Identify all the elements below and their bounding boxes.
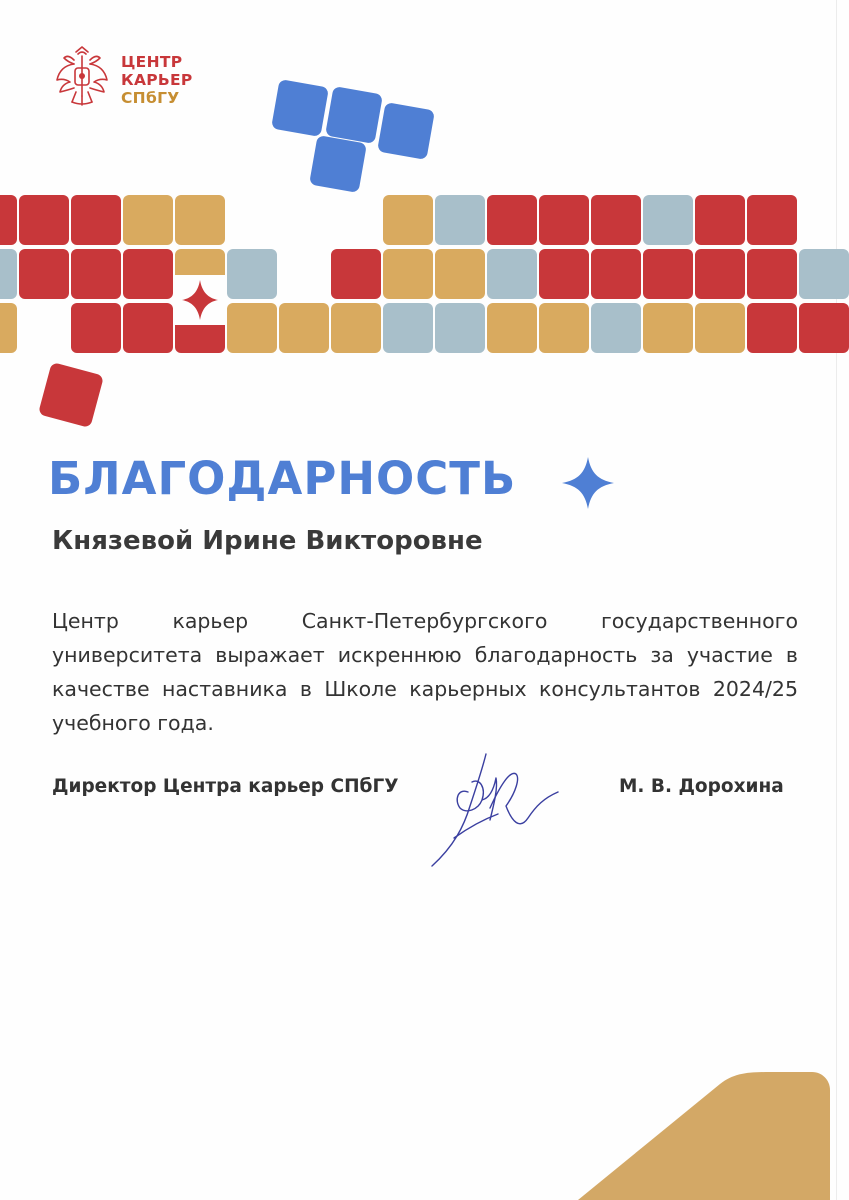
decorative-tile [435,195,485,245]
decorative-tile [383,303,433,353]
decorative-tile [123,303,173,353]
decorative-tile [0,249,17,299]
decorative-tile [643,195,693,245]
decorative-tile [123,195,173,245]
tile-grid [0,195,849,353]
decorative-tile [747,249,797,299]
floating-red-tile [38,362,104,428]
double-headed-eagle-emblem-icon [54,44,110,108]
logo-wordmark [121,53,193,107]
handwritten-signature-icon [424,748,574,870]
decorative-tile [643,249,693,299]
decorative-tile [695,195,745,245]
signer-name: М. В. Дорохина [619,776,784,797]
decorative-tile [695,303,745,353]
decorative-tile [435,303,485,353]
decorative-tile [539,249,589,299]
decorative-tile [643,303,693,353]
decorative-tile [331,303,381,353]
blue-tetromino [271,79,435,193]
decorative-tile [19,195,69,245]
gold-corner-shape [578,1072,830,1200]
certificate-body-text: Центр карьер Санкт-Петербургского государственного университета выражает искреннюю благодарность за участие в качестве наставника в Школе карьерных консультантов 2024/25 учебного года. [52,609,798,735]
decorative-tile [0,195,17,245]
decorative-tile [695,249,745,299]
decorative-tile [19,249,69,299]
decorative-tile [591,195,641,245]
logo-line-1: ЦЕНТР [121,53,183,71]
decorative-tile [383,195,433,245]
decorative-tile [331,249,381,299]
signer-role: Директор Центра карьер СПбГУ [52,776,399,797]
decorative-tile [591,249,641,299]
decorative-tile [123,249,173,299]
decorative-tile [539,303,589,353]
decorative-tile [487,195,537,245]
decorative-tile [71,249,121,299]
logo-line-3: СПбГУ [121,89,180,107]
decorative-tile [747,195,797,245]
four-point-star-icon [562,457,614,509]
decorative-tile [435,249,485,299]
decorative-tile [0,303,17,353]
decorative-tile [799,249,849,299]
recipient-name: Князевой Ирине Викторовне [52,526,483,556]
decorative-tile [71,303,121,353]
decorative-tile [799,303,849,353]
decorative-tile [175,195,225,245]
decorative-tile [71,195,121,245]
decorative-tile [227,303,277,353]
decorative-tile [747,303,797,353]
page-title: БЛАГОДАРНОСТЬ [48,452,517,505]
decorative-tile [539,195,589,245]
decorative-tile [383,249,433,299]
logo-line-2: КАРЬЕР [121,71,193,89]
decorative-tile [279,303,329,353]
decorative-tile [487,303,537,353]
decorative-tile [227,249,277,299]
decorative-tile [487,249,537,299]
decorative-tile [591,303,641,353]
